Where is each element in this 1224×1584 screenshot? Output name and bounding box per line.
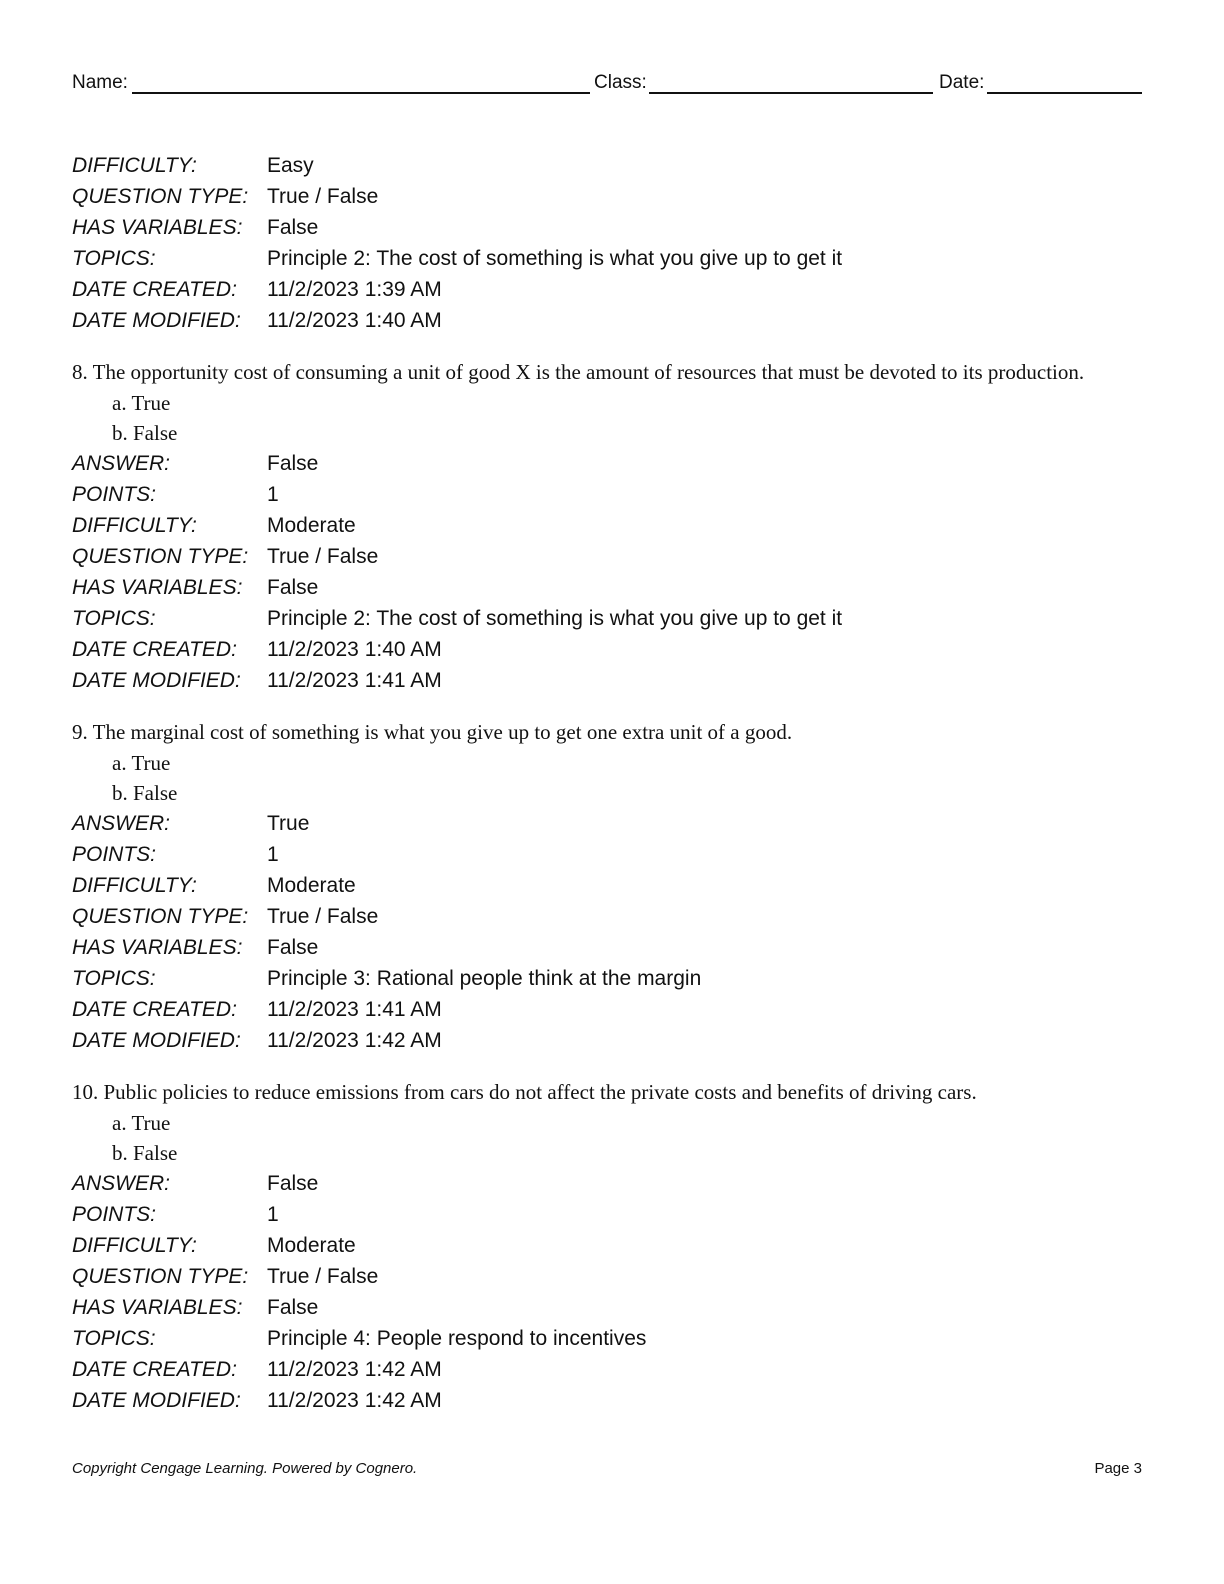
meta-row — [72, 274, 1152, 305]
copyright-text: Copyright Cengage Learning. Powered by Cognero. — [72, 1460, 418, 1477]
meta-row — [72, 1292, 1152, 1323]
question-meta — [72, 448, 1152, 696]
meta-key: POINTS: — [72, 843, 157, 866]
meta-row — [72, 634, 1152, 665]
meta-row — [72, 1230, 1152, 1261]
meta-value: Moderate — [267, 514, 356, 537]
meta-value: 1 — [267, 1203, 279, 1226]
meta-row — [72, 1025, 1152, 1056]
name-label: Name: — [72, 72, 128, 93]
meta-key: DATE MODIFIED: — [72, 1389, 241, 1412]
meta-value: 11/2/2023 1:40 AM — [267, 309, 442, 332]
question-8 — [72, 357, 1152, 696]
meta-value: False — [267, 216, 319, 239]
meta-row — [72, 839, 1152, 870]
meta-value: 11/2/2023 1:41 AM — [267, 998, 442, 1021]
meta-row — [72, 479, 1152, 510]
meta-key: DATE MODIFIED: — [72, 669, 241, 692]
option-true: a. True — [112, 751, 171, 775]
class-line — [649, 92, 933, 94]
meta-key: DIFFICULTY: — [72, 874, 197, 897]
meta-key: HAS VARIABLES: — [72, 936, 243, 959]
meta-key: QUESTION TYPE: — [72, 905, 249, 928]
meta-key: DATE CREATED: — [72, 278, 237, 301]
date-line — [987, 92, 1142, 94]
meta-value: True / False — [267, 1265, 379, 1288]
meta-key: ANSWER: — [72, 452, 171, 475]
question-10 — [72, 1077, 1152, 1416]
meta-row — [72, 1261, 1152, 1292]
meta-row — [72, 994, 1152, 1025]
class-label: Class: — [594, 72, 647, 93]
meta-key: DATE CREATED: — [72, 638, 237, 661]
meta-value: 1 — [267, 483, 279, 506]
meta-key: QUESTION TYPE: — [72, 545, 249, 568]
meta-row — [72, 1323, 1152, 1354]
question-text: 9. The marginal cost of something is what you give up to get one extra unit of a good. — [72, 720, 793, 744]
meta-row — [72, 901, 1152, 932]
option-false: b. False — [112, 1141, 178, 1165]
meta-value: 1 — [267, 843, 279, 866]
meta-row — [72, 1385, 1152, 1416]
meta-row — [72, 665, 1152, 696]
meta-value: Easy — [267, 154, 314, 177]
option-true: a. True — [112, 391, 171, 415]
meta-key: DATE CREATED: — [72, 1358, 237, 1381]
meta-key: QUESTION TYPE: — [72, 185, 249, 208]
question-text: 10. Public policies to reduce emissions from cars do not affect the private costs and benefits of driving cars. — [72, 1080, 977, 1104]
meta-value: 11/2/2023 1:42 AM — [267, 1358, 442, 1381]
meta-key: TOPICS: — [72, 247, 156, 270]
meta-key: TOPICS: — [72, 967, 156, 990]
meta-value: True / False — [267, 545, 379, 568]
meta-key: DIFFICULTY: — [72, 514, 197, 537]
meta-key: ANSWER: — [72, 1172, 171, 1195]
previous-question-meta — [72, 150, 1152, 336]
option-false: b. False — [112, 781, 178, 805]
meta-key: POINTS: — [72, 1203, 157, 1226]
meta-value: 11/2/2023 1:42 AM — [267, 1389, 442, 1412]
meta-value: Moderate — [267, 874, 356, 897]
date-label: Date: — [939, 72, 985, 93]
meta-key: HAS VARIABLES: — [72, 216, 243, 239]
option-false: b. False — [112, 421, 178, 445]
meta-value: Principle 4: People respond to incentives — [267, 1327, 647, 1350]
meta-key: QUESTION TYPE: — [72, 1265, 249, 1288]
meta-key: HAS VARIABLES: — [72, 1296, 243, 1319]
meta-key: DIFFICULTY: — [72, 1234, 197, 1257]
meta-row — [72, 808, 1152, 839]
question-text: 8. The opportunity cost of consuming a unit of good X is the amount of resources that must be devoted to its production. — [72, 360, 1085, 384]
meta-value: False — [267, 936, 319, 959]
meta-value: 11/2/2023 1:39 AM — [267, 278, 442, 301]
meta-row — [72, 572, 1152, 603]
name-line — [132, 92, 590, 94]
meta-key: TOPICS: — [72, 607, 156, 630]
meta-value: True — [267, 812, 310, 835]
meta-key: DATE MODIFIED: — [72, 309, 241, 332]
meta-value: False — [267, 452, 319, 475]
meta-row — [72, 212, 1152, 243]
page-content — [72, 150, 1152, 1416]
meta-row — [72, 305, 1152, 336]
meta-row — [72, 932, 1152, 963]
page-number: Page 3 — [1094, 1460, 1142, 1477]
meta-value: Principle 2: The cost of something is what you give up to get it — [267, 247, 843, 270]
meta-row — [72, 181, 1152, 212]
meta-row — [72, 243, 1152, 274]
meta-key: DIFFICULTY: — [72, 154, 197, 177]
meta-row — [72, 541, 1152, 572]
meta-value: False — [267, 1296, 319, 1319]
meta-row — [72, 1199, 1152, 1230]
meta-value: 11/2/2023 1:40 AM — [267, 638, 442, 661]
meta-value: False — [267, 1172, 319, 1195]
meta-value: 11/2/2023 1:41 AM — [267, 669, 442, 692]
meta-value: 11/2/2023 1:42 AM — [267, 1029, 442, 1052]
question-meta — [72, 1168, 1152, 1416]
meta-key: DATE CREATED: — [72, 998, 237, 1021]
meta-row — [72, 963, 1152, 994]
question-meta — [72, 808, 1152, 1056]
meta-key: ANSWER: — [72, 812, 171, 835]
meta-value: Principle 3: Rational people think at the margin — [267, 967, 702, 990]
meta-value: False — [267, 576, 319, 599]
page-header — [72, 70, 1142, 98]
meta-row — [72, 1354, 1152, 1385]
meta-row — [72, 1168, 1152, 1199]
meta-row — [72, 510, 1152, 541]
question-9 — [72, 717, 1152, 1056]
meta-value: Moderate — [267, 1234, 356, 1257]
meta-key: HAS VARIABLES: — [72, 576, 243, 599]
meta-row — [72, 870, 1152, 901]
meta-value: True / False — [267, 905, 379, 928]
option-true: a. True — [112, 1111, 171, 1135]
meta-value: True / False — [267, 185, 379, 208]
meta-value: Principle 2: The cost of something is what you give up to get it — [267, 607, 843, 630]
meta-row — [72, 448, 1152, 479]
meta-key: POINTS: — [72, 483, 157, 506]
meta-row — [72, 603, 1152, 634]
meta-key: DATE MODIFIED: — [72, 1029, 241, 1052]
meta-key: TOPICS: — [72, 1327, 156, 1350]
meta-row — [72, 150, 1152, 181]
